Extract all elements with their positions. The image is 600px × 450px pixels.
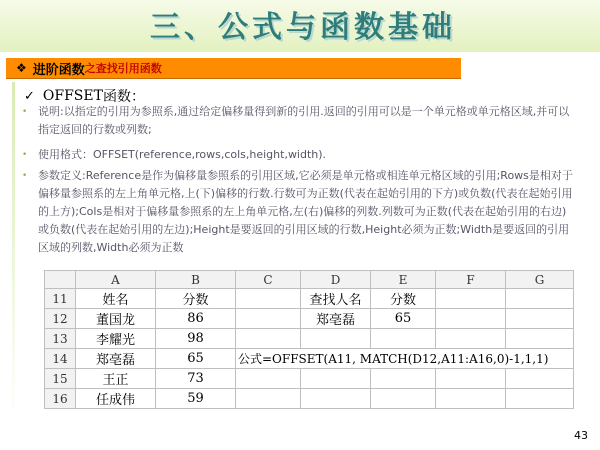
cell[interactable]	[236, 309, 301, 329]
cell[interactable]	[371, 329, 436, 349]
cell[interactable]	[506, 329, 574, 349]
cell[interactable]	[236, 389, 301, 409]
cell[interactable]: 65	[156, 349, 236, 369]
cell[interactable]	[371, 369, 436, 389]
row-number[interactable]: 12	[45, 309, 76, 329]
usage-paragraph	[22, 146, 574, 164]
cell[interactable]: 分数	[156, 289, 236, 309]
row-number[interactable]: 14	[45, 349, 76, 369]
left-decoration	[12, 82, 15, 422]
cell[interactable]	[436, 389, 506, 409]
table-row	[45, 389, 574, 409]
cell[interactable]	[301, 389, 371, 409]
cell[interactable]	[436, 329, 506, 349]
cell[interactable]: 姓名	[76, 289, 156, 309]
table-row	[45, 349, 574, 369]
cell[interactable]	[506, 369, 574, 389]
row-number[interactable]: 15	[45, 369, 76, 389]
row-number[interactable]: 16	[45, 389, 76, 409]
cell[interactable]: 任成伟	[76, 389, 156, 409]
column-header[interactable]: D	[301, 271, 371, 289]
cell[interactable]	[301, 329, 371, 349]
function-name: OFFSET	[42, 88, 103, 104]
formula-cell[interactable]: 公式=OFFSET(A11, MATCH(D12,A11:A16,0)-1,1,1)	[236, 349, 574, 369]
banner-main-text: 进阶函数	[32, 62, 85, 78]
table-row	[45, 289, 574, 309]
cell[interactable]	[506, 309, 574, 329]
cell[interactable]	[506, 289, 574, 309]
column-header[interactable]: C	[236, 271, 301, 289]
cell[interactable]	[236, 369, 301, 389]
spreadsheet-example	[44, 270, 574, 409]
cell[interactable]: 73	[156, 369, 236, 389]
column-header[interactable]: A	[76, 271, 156, 289]
description-text: 说明:以指定的引用为参照系,通过给定偏移量得到新的引用.返回的引用可以是一个单元格或单元格区域,并可以指定返回的行数或列数;	[38, 105, 570, 136]
function-suffix: 函数：	[102, 89, 145, 105]
params-text: 参数定义:Reference是作为偏移量参照系的引用区域,它必须是单元格或相连单元格区域的引用;Rows是相对于偏移量参照系的左上角单元格,上(下)偏移的行数.行数可为正数(代表在起始引用的下方)或负数(代表在起始引用的上方);Cols是相对于偏移量参照系的左上角单元格,左(右)偏移的列数.列数可为正数(代表在起始引用的右边)或负数(代表在起始引用的左边);Height是要返回的引用区域的行数,Height必须为正数;Width是要返回的引用区域的列数,Width必须为正数	[38, 169, 573, 254]
cell[interactable]: 86	[156, 309, 236, 329]
section-banner	[6, 58, 461, 79]
cell[interactable]	[436, 289, 506, 309]
column-header[interactable]: F	[436, 271, 506, 289]
column-header-row	[45, 271, 574, 289]
diamond-bullet-icon: ❖	[16, 61, 27, 75]
params-paragraph	[22, 167, 574, 257]
bullet-dot-icon: •	[22, 150, 28, 160]
cell[interactable]: 查找人名	[301, 289, 371, 309]
cell[interactable]: 59	[156, 389, 236, 409]
cell[interactable]: 郑亳磊	[76, 349, 156, 369]
cell[interactable]: 分数	[371, 289, 436, 309]
cell[interactable]: 董国龙	[76, 309, 156, 329]
column-header[interactable]: G	[506, 271, 574, 289]
row-number[interactable]: 11	[45, 289, 76, 309]
usage-text: 使用格式：OFFSET(reference,rows,cols,height,width).	[38, 148, 327, 161]
cell[interactable]: 王正	[76, 369, 156, 389]
column-header[interactable]: B	[156, 271, 236, 289]
table-row	[45, 329, 574, 349]
table-row	[45, 369, 574, 389]
column-header[interactable]: E	[371, 271, 436, 289]
banner-sub-text: 之查找引用函数	[84, 62, 162, 75]
cell[interactable]: 65	[371, 309, 436, 329]
page-number: 43	[574, 429, 588, 442]
cell[interactable]: 98	[156, 329, 236, 349]
cell[interactable]	[436, 369, 506, 389]
cell[interactable]	[506, 389, 574, 409]
bullet-dot-icon: •	[22, 171, 28, 181]
cell[interactable]	[236, 289, 301, 309]
check-icon: ✓	[24, 88, 35, 104]
cell[interactable]	[436, 309, 506, 329]
cell[interactable]	[371, 389, 436, 409]
cell[interactable]	[236, 329, 301, 349]
cell[interactable]: 郑亳磊	[301, 309, 371, 329]
slide-title: 三、公式与函数基础	[150, 10, 456, 45]
description-paragraph	[22, 103, 574, 139]
corner-cell[interactable]	[45, 271, 76, 289]
row-number[interactable]: 13	[45, 329, 76, 349]
cell[interactable]: 李耀光	[76, 329, 156, 349]
cell[interactable]	[301, 369, 371, 389]
table-row	[45, 309, 574, 329]
bullet-dot-icon: •	[22, 107, 28, 117]
